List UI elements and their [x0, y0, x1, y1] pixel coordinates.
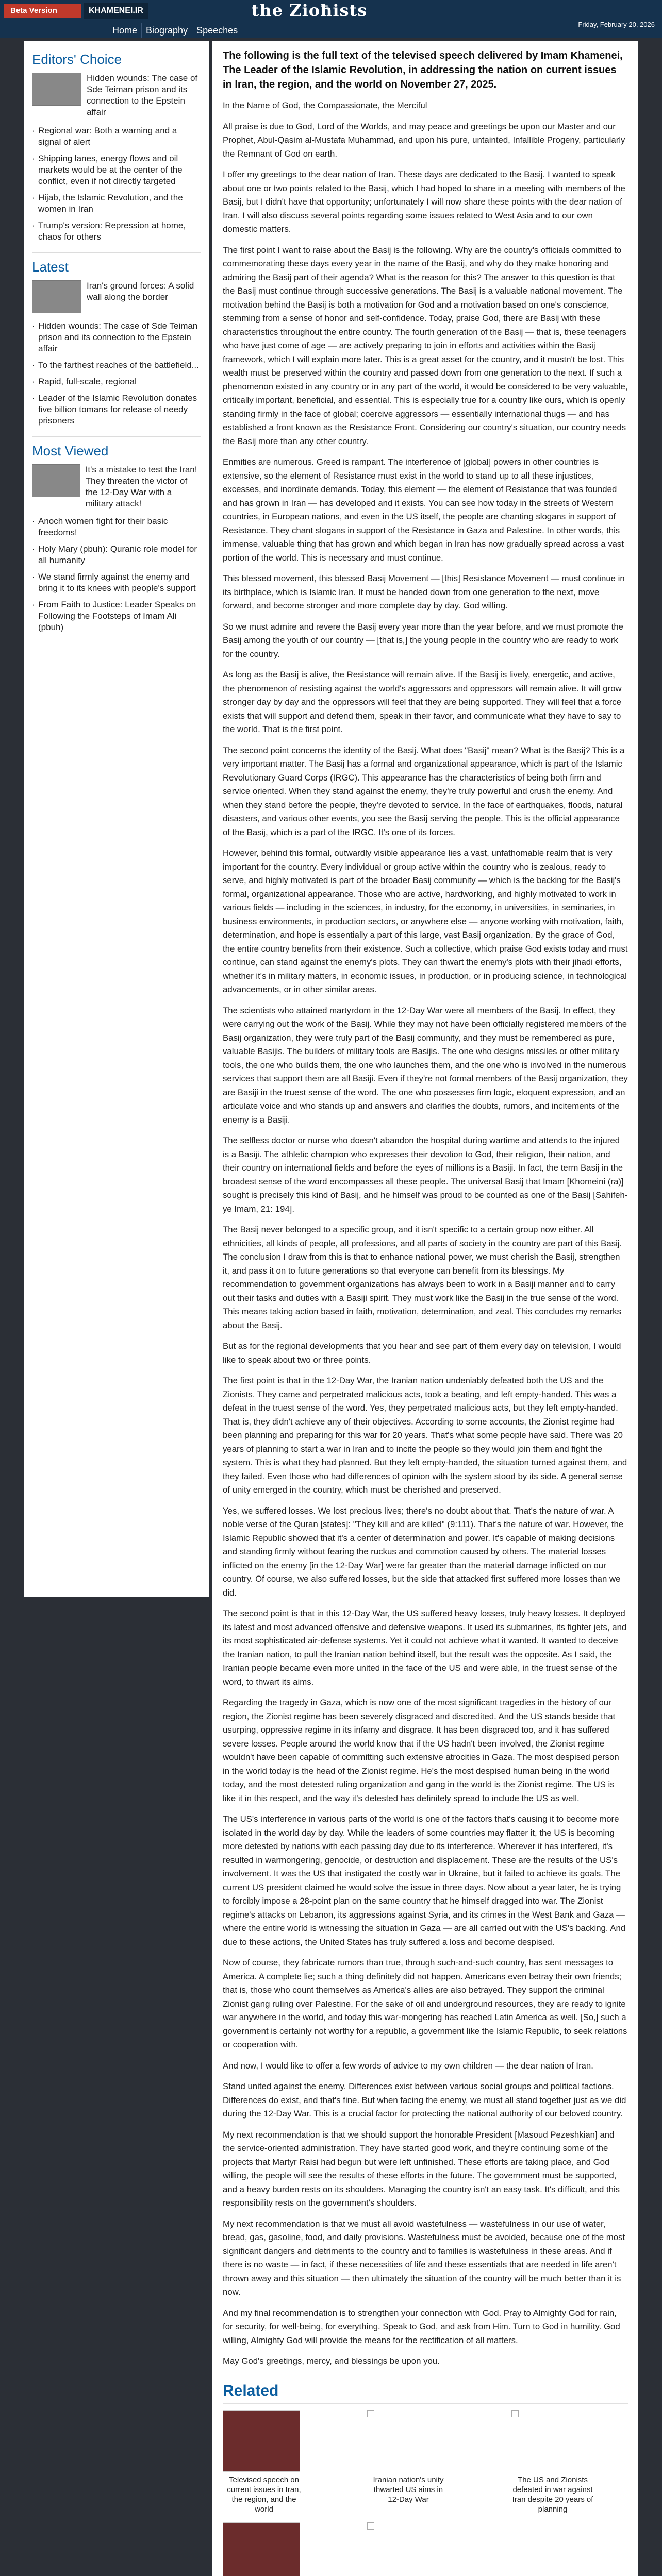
related-item-image[interactable] — [223, 2522, 300, 2576]
article-paragraph: This blessed movement, this blessed Basij Movement — [this] Resistance Movement — must continue in its birthplace, which is Islamic Iran. It must be handed down from one generation to the next, move forward, and become stronger and more complete day by day. God willing. — [223, 573, 625, 611]
related-grid — [223, 2410, 628, 2576]
editors-list — [32, 125, 201, 243]
article-paragraph: The first point I want to raise about the Basij is the following. Why are the country's officials committed to commemorating these days every year in the name of the Basij, and why do they make honoring and admiring the Basij part of their agenda? What is the reason for this? The answer to this question is that the Basij must continue through successive generations. The Basij is a valuable national movement. The motivation behind the Basij is both a motivation for God and a motivation based on one's conscience, stemming from a sense of honor and self-confidence. Today, praise God, there are Basij with these characteristics throughout the entire country. The fourth generation of the Basij — that is, these teenagers who have just come of age — are actively preparing to join in efforts and activities within the Basij framework, which I will explain more later. This is a great asset for the country, and it mustn't be lost. This wealth must be preserved within the country and passed down from one generation to the next. If such a phenomenon existed in any country or in any part of the world, it would be considered to be very valuable, critically important, beneficial, and essential. This is especially true for a country like ours, which is openly standing firmly in the face of global; coercive aggressors — essentially international thugs — and has established a front known as the Resistance Front. Considering our country's situation, our country needs the Basij more than any other country. — [223, 245, 628, 446]
editors-card-caption[interactable]: Hidden wounds: The case of Sde Teiman prison and its connection to the Epstein affair — [87, 73, 198, 117]
related-item[interactable] — [223, 2410, 305, 2514]
related-item[interactable] — [223, 2522, 305, 2576]
article-title: The following is the full text of the televised speech delivered by Imam Khamenei, The Leader of the Islamic Revolution, in addressing the nation on current issues in Iran, the region, and the world on November 27, 2025. — [223, 50, 623, 90]
article-paragraph: The scientists who attained martyrdom in the 12-Day War were all members of the Basij. In effect, they were carrying out the work of the Basij. While they may not have been officially registered members of the Basij organization, they were truly part of the Basij community, and they must be remembered as pure, valuable Basijis. The builders of military tools are Basijis. The one who designs missiles or other military tools, the one who builds them, the one who launches them, and the one who is involved in the numerous services that support them are all Basiji. Even if they're not formal members of the Basij organization, they are Basiji in the truest sense of the word. The one who possesses firm logic, eloquent expression, and an articulate voice and who stands up and answers and clarifies the doubts, rumors, and incitements of the enemy is a Basiji. — [223, 1005, 628, 1125]
divider — [32, 436, 201, 437]
editors-choice-heading: Editors' Choice — [32, 52, 122, 67]
article-paragraph: I offer my greetings to the dear nation of Iran. These days are dedicated to the Basij. I wanted to speak about one or two points related to the Basij, which I had hoped to share in a meeting with members of the Basij, but I didn't have that opportunity; unfortunately I will now share these points with the dear nation of Iran. I will also discuss several points regarding some issues related to West Asia and to our own domestic matters. — [223, 170, 625, 234]
main-nav — [108, 23, 242, 38]
article-paragraph: Yes, we suffered losses. We lost precious lives; there's no doubt about that. That's the nature of war. A noble verse of the Quran [states]: "They kill and are killed" (9:111). That's the nature of war. However, the Islamic Republic showed that it's a center of determination and power. It's capable of making decisions and standing firmly without fearing the ruckus and commotion caused by others. The material losses inflicted on the enemy [in the 12-Day War] were far greater than the material damage inflicted on our country. Of course, we also suffered losses, but the side that attacked first suffered more losses than we did. — [223, 1505, 624, 1598]
most-viewed-list — [32, 516, 201, 633]
nav-speeches[interactable]: Speeches — [192, 23, 242, 38]
related-heading: Related — [223, 2382, 628, 2404]
sidebar — [24, 41, 209, 1597]
most-viewed-list-item[interactable]: · We stand firmly against the enemy and bring it to its knees with people's support — [32, 571, 201, 594]
editors-list-item[interactable]: · Trump's version: Repression at home, chaos for others — [32, 220, 201, 243]
most-viewed-list-item[interactable]: · Anoch women fight for their basic freedoms! — [32, 516, 201, 538]
article-paragraph: The selfless doctor or nurse who doesn't abandon the hospital during wartime and attends to the injured is a Basiji. The athletic champion who expresses their devotion to God, their religion, their nation, and their country on international fields and before the eyes of millions is a Basiji. In fact, the term Basij in the broadest sense of the word encompasses all these people. The universal Basij that Imam [Khomeini (ra)] sought is precisely this kind of Basij, and he himself was proud to be counted as one of the Basij [Sahifeh-ye Imam, 21: 194]. — [223, 1136, 628, 1214]
article-paragraph: However, behind this formal, outwardly visible appearance lies a vast, unfathomable realm that is very important for the country. Every individual or group active within the country who is zealous, ready to serve, and highly motivated is part of the broader Basij community — which is the backing for the Basij's formal, organizational appearance. Those who are active, hardworking, and highly motivated to work in various fields — including in the sciences, in industry, for the economy, in universities, in seminaries, in business environments, in production sectors, or anywhere else — anyone working with motivation, faith, determination, and hope is essentially a part of this large, vast Basij organization. By the grace of God, the entire country benefits from their existence. Such a collective, which praise God exists today and must continue, can stand against the enemy's plots. They can thwart the enemy's plots with their jihadi efforts, whether it's in military matters, in economic issues, in production, or in producing science, in technological advancements, or in other similar areas. — [223, 848, 628, 994]
most-viewed-list-item[interactable]: · From Faith to Justice: Leader Speaks on Following the Footsteps of Imam Ali (pbuh) — [32, 599, 201, 633]
article-closing: May God's greetings, mercy, and blessings be upon you. — [223, 2356, 440, 2366]
related-item-image[interactable] — [367, 2522, 444, 2576]
editors-list-item[interactable]: · Hijab, the Islamic Revolution, and the women in Iran — [32, 192, 201, 215]
latest-card-caption[interactable]: Iran's ground forces: A solid wall along the border — [87, 281, 194, 302]
article-paragraph: The second point concerns the identity of the Basij. What does "Basij" mean? What is the Basij? This is a very important matter. The Basij has a formal and organizational appearance, which is part of the Islamic Revolutionary Guard Corps (IRGC). This appearance has the characteristics of being both firm and service oriented. When they stand against the enemy, they're truly powerful and crush the enemy. And when they stand before the people, they're devoted to service. In the face of earthquakes, floods, natural disasters, and various other events, you see the Basij serving the people. This is the official appearance of the Basij, which is a part of the IRGC. It's one of its forces. — [223, 745, 625, 837]
article-paragraph: And now, I would like to offer a few words of advice to my own children — the dear nation of Iran. — [223, 2060, 593, 2071]
latest-list — [32, 320, 201, 427]
article-paragraph: As long as the Basij is alive, the Resistance will remain alive. If the Basij is lively, energetic, and active, the phenomenon of resisting against the world's aggressors and oppressors will remain alive. It will grow stronger day by day and the oppressors will feel that they are being supported. They will feel that a force exists that will support and defend them, speak in their favor, and communicate what they have to say to the world. That is the first point. — [223, 670, 622, 734]
article-paragraph: In the Name of God, the Compassionate, the Merciful — [223, 100, 427, 110]
most-viewed-card-caption[interactable]: It's a mistake to test the Iran! They threaten the victor of the 12-Day War with a military attack! — [85, 465, 197, 509]
latest-list-item[interactable]: · Hidden wounds: The case of Sde Teiman prison and its connection to the Epstein affair — [32, 320, 201, 354]
related-item-image[interactable] — [367, 2410, 444, 2472]
article-paragraph: The first point is that in the 12-Day War, the Iranian nation undeniably defeated both the US and the Zionists. They came and perpetrated malicious acts, took a beating, and left empty-handed. This was a defeat in the truest sense of the word. Yes, they perpetrated malicious acts, but they left empty-handed. That is, they didn't achieve any of their objectives. According to some accounts, the Zionist regime had been planning and preparing for this war for 20 years. That's what some people have said. There was 20 years of planning to start a war in Iran and to incite the people so they would join them and fight the system. This is what they had planned. But they left empty-handed, the situation turned against them, and they failed. Even those who had differences of opinion with the system stood by its side. A general sense of unity emerged in the country, which must be cherished and preserved. — [223, 1376, 627, 1495]
article-body — [223, 99, 628, 2347]
top-bar — [0, 0, 662, 38]
most-viewed-list-item[interactable]: · Holy Mary (pbuh): Quranic role model for all humanity — [32, 544, 201, 566]
latest-list-item[interactable]: · Rapid, full-scale, regional — [32, 376, 201, 387]
related-item-caption[interactable]: Televised speech on current issues in Iran, the region, and the world — [227, 2476, 301, 2514]
related-item-caption[interactable]: The US and Zionists defeated in war against Iran despite 20 years of planning — [512, 2476, 593, 2514]
latest-card[interactable] — [32, 280, 201, 313]
related-item-image[interactable] — [223, 2410, 300, 2472]
related-item-caption[interactable]: Iranian nation's unity thwarted US aims in 12-Day War — [373, 2476, 444, 2504]
current-date: Friday, February 20, 2026 — [578, 21, 655, 28]
article-paragraph: So we must admire and revere the Basij every year more than the year before, and we must promote the Basij among the youth of our country — [that is,] the young people in the country who are ready to work for the country. — [223, 621, 623, 659]
nav-biography[interactable]: Biography — [142, 23, 192, 38]
article-paragraph: All praise is due to God, Lord of the Worlds, and may peace and greetings be upon our Master and our Prophet, Abul-Qasim al-Mustafa Muhammad, and upon his pure, untainted, Infallible Progeny, particularly the Remnant of God on earth. — [223, 121, 625, 159]
related-item[interactable] — [367, 2410, 450, 2514]
most-viewed-card[interactable] — [32, 464, 201, 510]
article-paragraph: Enmities are numerous. Greed is rampant. The interference of [global] powers in other countries is extensive, so the element of Resistance must exist in the world to stand up to all these injustices, excesses, and inordinate demands. Today, this element — the element of Resistance that was founded and has grown in Iran — has developed and it exists. You can see how today in the streets of Western countries, in European nations, and even in the US itself, the people are chanting slogans in support of Resistance. They chant slogans in support of the Resistance in Gaza and Palestine. In other words, this immense, valuable thing that has grown and which began in Iran has now gradually spread across a vast portion of the world. This is necessary and must continue. — [223, 457, 624, 563]
latest-heading: Latest — [32, 259, 69, 275]
article-paragraph: My next recommendation is that we must all avoid wastefulness — wastefulness in our use of water, bread, gas, gasoline, food, and daily provisions. Wastefulness must be avoided, because one of the most significant dangers and detriments to the country and to families is wastefulness in these areas. And if there is no waste — in fact, if these necessities of life and these essentials that are needed in life aren't thrown away and this situation — then ultimately the situation of the country will be much better than it is now. — [223, 2218, 625, 2297]
article-paragraph: But as for the regional developments that you hear and see part of them every day on television, I would like to speak about two or three points. — [223, 1341, 621, 1365]
article-paragraph: Regarding the tragedy in Gaza, which is now one of the most significant tragedies in the history of our region, the Zionist regime has been severely disgraced and discredited. And the US stands beside that usurping, oppressive regime in its infamy and disgrace. It has been disgraced too, and it has suffered severe losses. People around the world know that if the US hadn't been involved, the Zionist regime wouldn't have been capable of committing such extensive atrocities in Gaza. The most despised person in the world today is the head of the Zionist regime. He's the most despised human being in the world today, and the most detested ruling organization and gang in the world is the Zionist regime. The US is like it in this respect, and the way it's detested has definitely spread to include the US as well. — [223, 1698, 619, 1803]
beta-badge: Beta Version — [4, 4, 81, 18]
related-item[interactable] — [367, 2522, 450, 2576]
article — [212, 41, 638, 2576]
article-paragraph: Stand united against the enemy. Differences exist between various social groups and political factions. Differences do exist, and that's fine. But when facing the enemy, we must all stand together just as we did during the 12-Day War. This is a crucial factor for protecting the national authority of our beloved country. — [223, 2081, 626, 2119]
site-logo[interactable]: the Zioħists — [251, 1, 368, 20]
most-viewed-card-thumbnail[interactable] — [32, 464, 80, 497]
article-paragraph: My next recommendation is that we should support the honorable President [Masoud Pezeshkian] and the service-oriented administration. They have started good work, and they're continuing some of the projects that Martyr Raisi had begun but were left unfinished. These efforts are taking place, and God willing, the people will see the results of these efforts in the future. The government must be supported, and a heavy burden rests on its shoulders. Managing the country isn't an easy task. It's difficult, and this responsibility rests on the government's shoulders. — [223, 2129, 620, 2208]
related-item[interactable] — [511, 2410, 594, 2514]
article-paragraph: The second point is that in this 12-Day War, the US suffered heavy losses, truly heavy losses. It deployed its latest and most advanced offensive and defensive weapons. It used its submarines, its fighter jets, and its most sophisticated air-defense systems. Yet it could not achieve what it wanted. It wanted to deceive the Iranian nation, to pull the Iranian nation behind itself, but the result was the opposite. As I said, the Iranian people became even more united in the face of the US and were able, in the truest sense of the word, to thwart its aims. — [223, 1608, 627, 1687]
editors-list-item[interactable]: · Shipping lanes, energy flows and oil markets would be at the center of the conflict, even if not directly targeted — [32, 153, 201, 187]
article-paragraph: Now of course, they fabricate rumors than true, through such-and-such country, has sent messages to America. A complete lie; such a thing definitely did not happen. Americans even betray their own friends; that is, those who count themselves as America's allies are also betrayed. They support the criminal Zionist gang ruling over Palestine. For the sake of oil and underground resources, they are ready to ignite war anywhere in the world, and today this war-mongering has reached Latin America as well. [So,] such a government is certainly not worthy for a republic, a government like the Islamic Republic, to seek relations or cooperation with. — [223, 1958, 627, 2049]
latest-list-item[interactable]: · Leader of the Islamic Revolution donates five billion tomans for release of needy prisoners — [32, 393, 201, 427]
latest-card-thumbnail[interactable] — [32, 280, 81, 313]
most-viewed-heading: Most Viewed — [32, 443, 109, 459]
editors-list-item[interactable]: · Regional war: Both a warning and a signal of alert — [32, 125, 201, 148]
brand-logo-left[interactable]: KHAMENEI.IR — [84, 3, 148, 19]
article-paragraph: The US's interference in various parts of the world is one of the factors that's causing it to become more isolated in the world day by day. While the leaders of some countries may flatter it, the US is becoming more detested by nations with each passing day due to its interference. Wherever it has interfered, it's resulted in warmongering, genocide, or destruction and displacement. These are the results of the US's involvement. It was the US that instigated the costly war in Ukraine, but it failed to achieve its goals. The current US president claimed he would solve the issue in three days. Now about a year later, he is trying to forcibly impose a 28-point plan on the same country that he himself dragged into war. The Zionist regime's attacks on Lebanon, its aggressions against Syria, and its crimes in the West Bank and Gaza — where the entire world is witnessing the situation in Gaza — are all carried out with the US's backing. And due to these actions, the United States has truly suffered a loss and become despised. — [223, 1814, 626, 1947]
nav-home[interactable]: Home — [108, 23, 142, 38]
article-paragraph: The Basij never belonged to a specific group, and it isn't specific to a certain group now either. All ethnicities, all kinds of people, all professions, and all parts of society in the country are part of this Basij. The conclusion I draw from this is that to enhance national power, we must cherish the Basij, strengthen it, and pass it on to future generations so that everyone can benefit from its blessings. My recommendation to government organizations has always been to work in a Basiji manner and to carry out their tasks and duties with a Basiji spirit. They must work like the Basij in the true sense of the word. This means taking action based in faith, motivation, determination, and zeal. This concludes my remarks about the Basij. — [223, 1225, 622, 1330]
divider — [32, 252, 201, 253]
related-item-image[interactable] — [511, 2410, 589, 2472]
article-paragraph: And my final recommendation is to strengthen your connection with God. Pray to Almighty God for rain, for security, for well-being, for everything. Speak to God, and ask from Him. Turn to God in humility. God willing, Almighty God will provide the means for the rectification of all matters. — [223, 2308, 620, 2345]
editors-card[interactable] — [32, 73, 201, 118]
latest-list-item[interactable]: · To the farthest reaches of the battlefield... — [32, 360, 201, 371]
editors-card-thumbnail[interactable] — [32, 73, 81, 106]
